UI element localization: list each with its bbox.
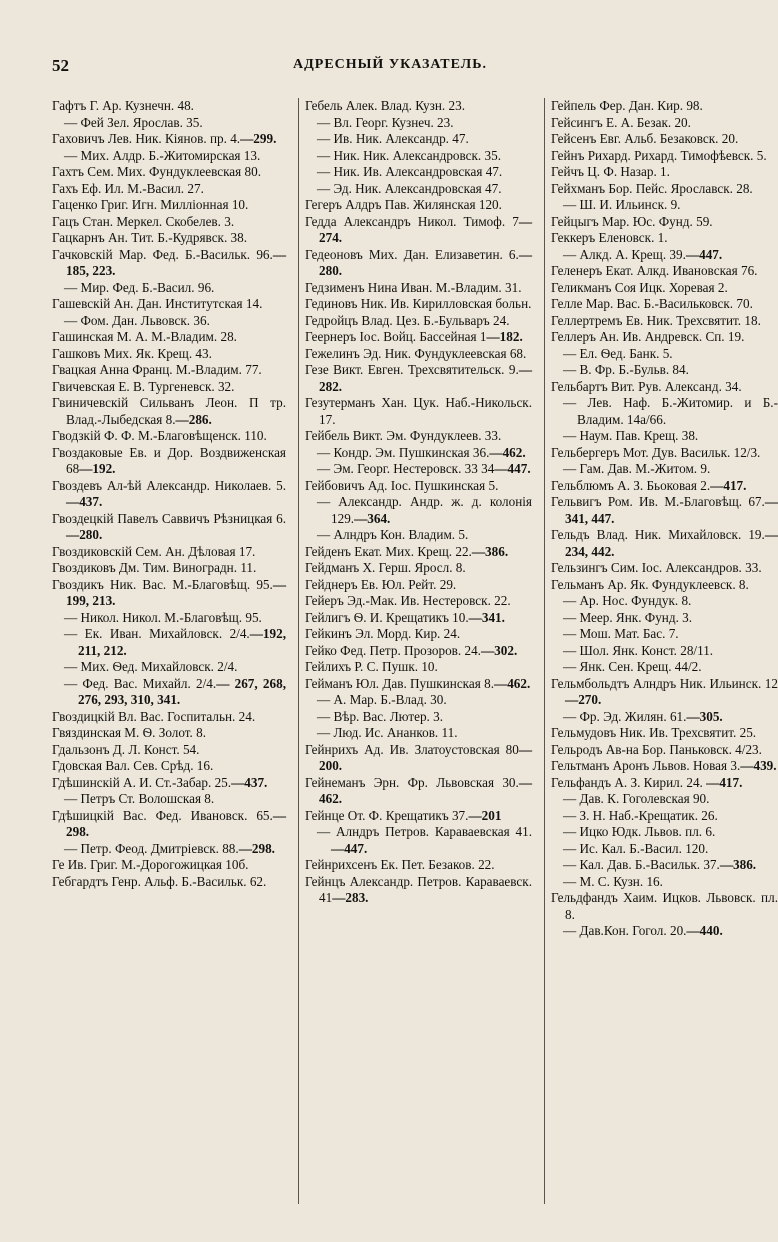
- directory-entry: Гашинская М. А. М.-Владим. 28.: [52, 329, 237, 344]
- directory-entry: Гейднеръ Ев. Юл. Рейт. 29.: [305, 576, 457, 592]
- directory-entry: — Фед. Вас. Михайл. 2/4.— 267, 268, 276, 293, 310, 341.: [64, 675, 287, 707]
- directory-entry: Гебель Алек. Влад. Кузн. 23.: [305, 98, 465, 113]
- directory-entry: — Алндръ Петров. Караваевская 41.—447.: [317, 824, 532, 856]
- directory-entry: Гахъ Еф. Ил. М.-Васил. 27.: [52, 180, 204, 196]
- directory-entry: Гдѣшинскій А. И. Ст.-Забар. 25.—437.: [52, 774, 268, 790]
- directory-entry: Гельзингъ Сим. Іос. Александров. 33.: [551, 560, 762, 575]
- directory-entry: — Фей Зел. Ярослав. 35.: [64, 114, 203, 130]
- directory-entry: — Янк. Сен. Крещ. 44/2.: [563, 659, 702, 674]
- directory-entry: — Ис. Кал. Б.-Васил. 120.: [563, 840, 709, 856]
- directory-entry: Гельмудовъ Ник. Ив. Трехсвятит. 25.: [551, 725, 757, 740]
- directory-entry: — Ник. Ив. Александровская 47.: [317, 164, 503, 179]
- directory-entry: Гейсингъ Е. А. Безак. 20.: [551, 114, 691, 130]
- directory-entry: Гегеръ Алдръ Пав. Жилянская 120.: [305, 197, 502, 212]
- directory-entry: — Наум. Пав. Крещ. 38.: [563, 428, 699, 443]
- directory-entry: — З. Н. Наб.-Крещатик. 26.: [563, 807, 718, 823]
- directory-entry: — Алкд. А. Крещ. 39.—447.: [563, 246, 723, 262]
- directory-entry: — Александр. Андр. ж. д. колонія 129.—364.: [317, 494, 532, 526]
- directory-entry: Геленеръ Екат. Алкд. Ивановская 76.: [551, 263, 758, 278]
- directory-entry: Гейдманъ Х. Герш. Яросл. 8.: [305, 560, 466, 575]
- directory-entry: Гейбель Викт. Эм. Фундуклеев. 33.: [305, 428, 502, 443]
- directory-entry: Геернеръ Іос. Войц. Бассейная 1—182.: [305, 329, 523, 344]
- directory-entry: Гейнъ Рихард. Рихард. Тимофѣевск. 5.: [551, 147, 767, 163]
- directory-entry: Гельбергеръ Мот. Дув. Васильк. 12/3.: [551, 444, 761, 460]
- directory-entry: Гашковъ Мих. Як. Крещ. 43.: [52, 345, 212, 361]
- page-header: [52, 56, 728, 80]
- directory-entry: Гейнцъ Александр. Петров. Караваевск. 41—283.: [305, 873, 532, 905]
- directory-entry: — Мих. Алдр. Б.-Житомирская 13.: [64, 147, 261, 163]
- directory-entry: Гейманъ Юл. Дав. Пушкинская 8.—462.: [305, 675, 531, 691]
- directory-entry: Гельтманъ Аронъ Львов. Новая 3.—439.: [551, 758, 777, 773]
- directory-entry: Гдѣшицкій Вас. Фед. Ивановск. 65.—298.: [52, 807, 286, 839]
- directory-entry: — Дав. К. Гоголевская 90.: [563, 791, 710, 806]
- directory-entry: Геллеръ Ан. Ив. Андревск. Сп. 19.: [551, 329, 745, 344]
- directory-entry: — Петр. Феод. Дмитріевск. 88.—298.: [64, 840, 275, 856]
- directory-entry: Гацъ Стан. Меркел. Скобелев. 3.: [52, 213, 235, 229]
- directory-entry: Гельфандъ А. З. Кирил. 24. —417.: [551, 774, 743, 790]
- directory-entry: Гейнце От. Ф. Крещатикъ 37.—201: [305, 807, 502, 823]
- directory-entry: — Кал. Дав. Б.-Васильк. 37.—386.: [563, 857, 757, 872]
- directory-entry: — М. С. Кузн. 16.: [563, 873, 663, 889]
- directory-entry: Гежелинъ Эд. Ник. Фундуклеевская 68.: [305, 345, 527, 361]
- directory-entry: Геликманъ Соя Ицк. Хоревая 2.: [551, 279, 728, 295]
- directory-entry: — Ек. Иван. Михайловск. 2/4.—192, 211, 212.: [64, 626, 286, 658]
- directory-entry: Гачковскій Мар. Фед. Б.-Васильк. 96.—185, 223.: [52, 246, 286, 278]
- directory-entry: Гельманъ Ар. Як. Фундуклеевск. 8.: [551, 576, 749, 592]
- directory-entry: — Люд. Ис. Ананков. 11.: [317, 725, 458, 740]
- directory-entry: Геллe Мар. Вас. Б.-Васильковск. 70.: [551, 296, 753, 311]
- directory-entry: Гельдфандъ Хаим. Ицков. Львовск. пл. 8.: [551, 890, 778, 922]
- directory-entry: — Кондр. Эм. Пушкинская 36.—462.: [317, 444, 526, 460]
- directory-entry: — Ицко Юдк. Львов. пл. 6.: [563, 824, 716, 839]
- directory-entry: — А. Мар. Б.-Влад. 30.: [317, 692, 447, 707]
- directory-entry: — Вл. Георг. Кузнеч. 23.: [317, 114, 454, 130]
- page-title: АДРЕСНЫЙ УКАЗАТЕЛЬ.: [293, 57, 487, 72]
- directory-entry: — Ив. Ник. Александр. 47.: [317, 131, 469, 146]
- column-2: [298, 98, 532, 1204]
- directory-entry: — Мир. Фед. Б.-Васил. 96.: [64, 279, 215, 295]
- directory-entry: Гвацкая Анна Франц. М.-Владим. 77.: [52, 362, 262, 377]
- column-1: [52, 98, 286, 1204]
- column-3: [544, 98, 778, 1204]
- directory-entry: Гельродъ Ав-на Бор. Паньковск. 4/23.: [551, 741, 762, 757]
- directory-entry: Гейко Фед. Петр. Прозоров. 24.—302.: [305, 642, 518, 658]
- directory-entry: Гейсенъ Евг. Альб. Безаковск. 20.: [551, 131, 739, 146]
- directory-entry: Гезутерманъ Хан. Цук. Наб.-Никольск. 17.: [305, 395, 532, 427]
- directory-entry: Гвиничевскій Сильванъ Леон. П тр. Влад.-Лыбедская 8.—286.: [52, 395, 286, 427]
- directory-entry: Гединовъ Ник. Ив. Кирилловская больн.: [305, 296, 532, 311]
- directory-entry: Гезе Викт. Евген. Трехсвятительск. 9.—282.: [305, 362, 532, 394]
- directory-entry: Гейхманъ Бор. Пейс. Ярославск. 28.: [551, 180, 753, 196]
- directory-entry: Гейденъ Екат. Мих. Крещ. 22.—386.: [305, 543, 509, 559]
- directory-entry: Гвоздевъ Ал-ѣй Александр. Николаев. 5.—437.: [52, 477, 286, 509]
- directory-entry: Гейкинъ Эл. Морд. Кир. 24.: [305, 626, 461, 641]
- directory-entry: Гейбовичъ Ад. Іос. Пушкинская 5.: [305, 477, 499, 493]
- directory-entry: Гаценко Григ. Игн. Милліонная 10.: [52, 197, 249, 212]
- directory-entry: Гельблюмъ А. З. Бьоковая 2.—417.: [551, 477, 747, 493]
- directory-entry: Гельмбольдтъ Алндръ Ник. Ильинск. 12—270.: [551, 675, 778, 707]
- directory-entry: — Фом. Дан. Львовск. 36.: [64, 312, 210, 328]
- directory-entry: Гацкарнъ Ан. Тит. Б.-Кудрявск. 38.: [52, 230, 248, 245]
- directory-entry: Гейлихъ Р. С. Пушк. 10.: [305, 659, 438, 674]
- directory-entry: — Шол. Янк. Конст. 28/11.: [563, 642, 714, 658]
- directory-entry: — Мош. Мат. Бас. 7.: [563, 626, 679, 641]
- directory-entry: — Лев. Наф. Б.-Житомир. и Б.-Владим. 14а/66.: [563, 395, 778, 427]
- directory-entry: — Эд. Ник. Александровская 47.: [317, 180, 502, 196]
- directory-entry: Гвоздицкій Вл. Вас. Госпитальн. 24.: [52, 708, 256, 724]
- directory-columns: [52, 98, 778, 1204]
- directory-entry: Гейлигъ Ѳ. И. Крещатикъ 10.—341.: [305, 609, 505, 625]
- directory-entry: — Мих. Ѳед. Михайловск. 2/4.: [64, 659, 238, 674]
- directory-entry: Гейпель Фер. Дан. Кир. 98.: [551, 98, 703, 113]
- directory-entry: — Ник. Ник. Александровск. 35.: [317, 147, 501, 163]
- directory-entry: — Ел. Ѳед. Банк. 5.: [563, 345, 673, 361]
- directory-entry: Гвичевская Е. В. Тургеневск. 32.: [52, 378, 235, 394]
- directory-entry: — Алндръ Кон. Владим. 5.: [317, 527, 469, 542]
- directory-entry: — Меер. Янк. Фунд. 3.: [563, 609, 693, 625]
- directory-entry: Гахтъ Сем. Мих. Фундуклеевская 80.: [52, 164, 261, 179]
- directory-entry: Гашевскій Ан. Дан. Институтская 14.: [52, 296, 263, 311]
- directory-entry: Гебгардтъ Генр. Альф. Б.-Васильк. 62.: [52, 873, 267, 889]
- directory-entry: Гвяздинская М. Ѳ. Золот. 8.: [52, 725, 207, 740]
- directory-entry: — Эм. Георг. Нестеровск. 33 34—447.: [317, 461, 531, 476]
- directory-entry: Геллертремъ Ев. Ник. Трехсвятит. 18.: [551, 312, 761, 328]
- directory-entry: — Фр. Эд. Жилян. 61.—305.: [563, 708, 723, 724]
- directory-entry: Геккеръ Еленовск. 1.: [551, 230, 668, 245]
- directory-entry: Гейцыгъ Мар. Юс. Фунд. 59.: [551, 213, 713, 229]
- directory-entry: Гвоздиковъ Дм. Тим. Виноградн. 11.: [52, 560, 257, 575]
- directory-entry: Гдальзонъ Д. Л. Конст. 54.: [52, 741, 200, 757]
- directory-entry: Гейнрихъ Ад. Ив. Златоустовская 80—200.: [305, 741, 532, 773]
- directory-entry: Гейнрихсенъ Ек. Пет. Безаков. 22.: [305, 857, 495, 872]
- directory-entry: — Ш. И. Ильинск. 9.: [563, 197, 681, 212]
- directory-entry: Гедеоновъ Мих. Дан. Елизаветин. 6.—280.: [305, 246, 532, 278]
- directory-entry: Гедзименъ Нина Иван. М.-Владим. 31.: [305, 279, 522, 295]
- directory-entry: Гельвигъ Ром. Ив. М.-Благовѣщ. 67.—341, 447.: [551, 494, 778, 526]
- directory-entry: Гводзкій Ф. Ф. М.-Благовѣщенск. 110.: [52, 428, 267, 443]
- directory-entry: Гельдъ Влад. Ник. Михайловск. 19.—234, 442.: [551, 527, 778, 559]
- directory-entry: Гедда Александръ Никол. Тимоф. 7—274.: [305, 213, 532, 245]
- directory-entry: — Гам. Дав. М.-Житом. 9.: [563, 461, 711, 476]
- directory-entry: Гейеръ Эд.-Мак. Ив. Нестеровск. 22.: [305, 593, 511, 608]
- directory-entry: Гвоздиковскій Сем. Ан. Дѣловая 17.: [52, 543, 256, 559]
- directory-entry: — Петръ Ст. Волошская 8.: [64, 791, 215, 806]
- directory-entry: Ге Ив. Григ. М.-Дорогожицкая 10б.: [52, 857, 249, 872]
- directory-entry: Гафтъ Г. Ар. Кузнечн. 48.: [52, 98, 194, 113]
- directory-entry: Гвоздикъ Ник. Вас. М.-Благовѣщ. 95.—199, 213.: [52, 576, 286, 608]
- directory-entry: Гдовская Вал. Сев. Срѣд. 16.: [52, 758, 214, 773]
- directory-entry: Гвоздецкій Павелъ Саввичъ Рѣзницкая 6.—280.: [52, 510, 286, 542]
- directory-entry: — Вѣр. Вас. Лютер. 3.: [317, 708, 444, 724]
- directory-entry: — В. Фр. Б.-Бульв. 84.: [563, 362, 689, 377]
- directory-entry: Гейчъ Ц. Ф. Назар. 1.: [551, 164, 670, 179]
- directory-entry: — Никол. Никол. М.-Благовѣщ. 95.: [64, 609, 262, 625]
- directory-entry: Гедройцъ Влад. Цез. Б.-Бульваръ 24.: [305, 312, 510, 328]
- directory-entry: — Ар. Нос. Фундук. 8.: [563, 593, 692, 608]
- directory-entry: Гвоздаковые Ев. и Дор. Воздвиженская 68—192.: [52, 444, 286, 476]
- directory-entry: — Дав.Кон. Гогол. 20.—440.: [563, 923, 723, 938]
- page-number: 52: [52, 56, 69, 75]
- directory-entry: Гаховичъ Лев. Ник. Кіянов. пр. 4.—299.: [52, 131, 277, 146]
- directory-entry: Гельбартъ Вит. Рув. Александ. 34.: [551, 378, 742, 394]
- directory-entry: Гейнеманъ Эрн. Фр. Львовская 30.—462.: [305, 774, 532, 806]
